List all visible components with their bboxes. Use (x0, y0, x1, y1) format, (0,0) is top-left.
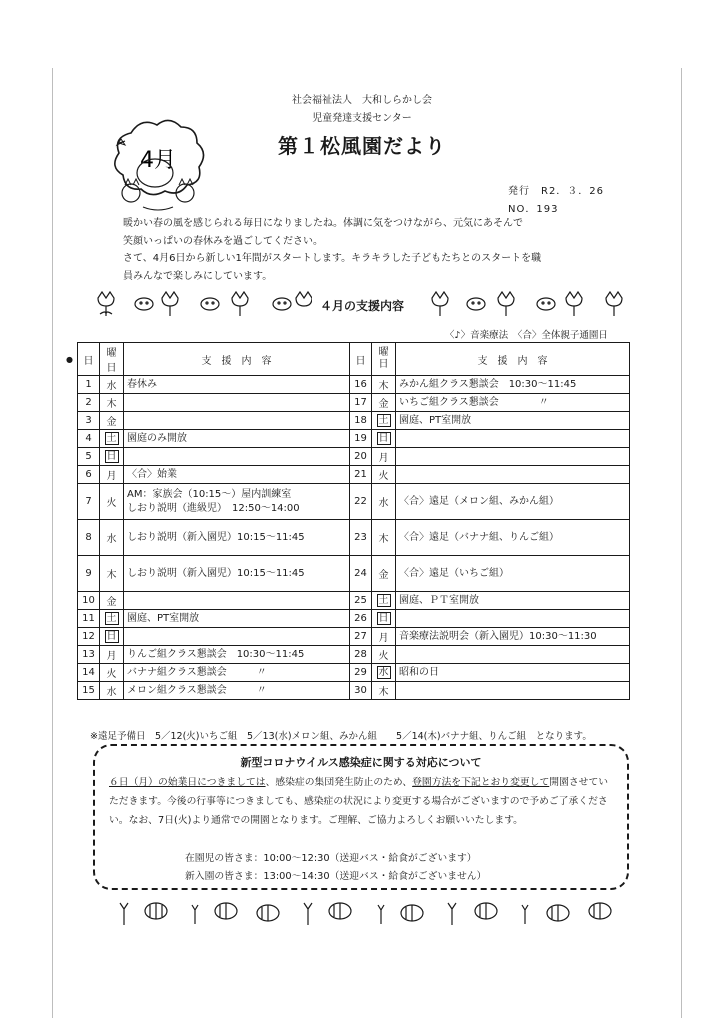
margin-mark: ● (66, 355, 73, 364)
schedule-content (124, 412, 350, 430)
covid-text: 、感染症の集団発生防止のため、 (265, 777, 413, 788)
covid-notice-body (109, 773, 617, 830)
schedule-content (396, 412, 630, 430)
schedule-content (396, 682, 630, 700)
day-number: 12 (78, 628, 100, 646)
weekday-boxed: 土 (106, 613, 117, 624)
schedule-line: 園庭、ＰＴ室開放 (399, 594, 479, 606)
table-row (78, 412, 630, 430)
schedule-content (396, 484, 630, 520)
weekday: 火 (372, 646, 396, 664)
schedule-content (396, 664, 630, 682)
weekday: 月 (372, 448, 396, 466)
day-number: 14 (78, 664, 100, 682)
covid-text-underlined: 登園方法を下記とおり変更して (412, 777, 550, 788)
day-number: 10 (78, 592, 100, 610)
schedule-content (396, 394, 630, 412)
badge-label: 4月 (140, 148, 176, 173)
schedule-line: いちご組クラス懇談会 〃 (399, 396, 549, 408)
day-number: 22 (350, 484, 372, 520)
schedule-content (396, 376, 630, 394)
schedule-content (124, 448, 350, 466)
weekday (100, 430, 124, 448)
weekday: 月 (372, 628, 396, 646)
tulip-decoration-right (426, 288, 646, 320)
weekday: 木 (372, 520, 396, 556)
day-number: 11 (78, 610, 100, 628)
weekday: 水 (100, 682, 124, 700)
weekday-boxed: 土 (378, 415, 389, 426)
schedule-line: 〈合〉遠足（いちご組） (399, 567, 509, 579)
schedule-content (124, 646, 350, 664)
weekday: 月 (100, 646, 124, 664)
day-number: 8 (78, 520, 100, 556)
weekday: 金 (100, 592, 124, 610)
issue-number: NO．193 (508, 204, 559, 215)
schedule-content (124, 628, 350, 646)
weekday: 金 (372, 394, 396, 412)
schedule-content (396, 628, 630, 646)
day-number: 5 (78, 448, 100, 466)
weekday: 火 (100, 664, 124, 682)
table-row (78, 394, 630, 412)
schedule-content (396, 430, 630, 448)
day-number: 7 (78, 484, 100, 520)
day-number: 26 (350, 610, 372, 628)
schedule-line: しおり説明（進級児） 12:50～14:00 (127, 502, 300, 514)
day-number: 2 (78, 394, 100, 412)
schedule-line: りんご組クラス懇談会 10:30～11:45 (127, 648, 305, 660)
day-number: 13 (78, 646, 100, 664)
table-row (78, 556, 630, 592)
schedule-line: バナナ組クラス懇談会 〃 (127, 666, 267, 678)
schedule-content (124, 556, 350, 592)
greeting-line: 員みんなで楽しみにしています。 (123, 271, 273, 282)
day-number: 20 (350, 448, 372, 466)
greeting-paragraph-1 (123, 215, 603, 251)
newsletter-title: 第１松風園だより (278, 134, 446, 158)
schedule-content (396, 592, 630, 610)
schedule-content (124, 520, 350, 556)
schedule-content (396, 610, 630, 628)
weekday: 木 (372, 376, 396, 394)
day-number: 3 (78, 412, 100, 430)
schedule-line: 春休み (127, 378, 157, 390)
schedule-line: 〈合〉始業 (127, 468, 177, 480)
schedule-content (396, 520, 630, 556)
schedule-content (124, 610, 350, 628)
weekday: 金 (100, 412, 124, 430)
table-header-row (78, 343, 630, 376)
covid-notice-title: 新型コロナウイルス感染症に関する対応について (240, 756, 482, 769)
day-number: 21 (350, 466, 372, 484)
schedule-content (124, 394, 350, 412)
day-number: 30 (350, 682, 372, 700)
covid-text: 開園させていただきます。今後の行事等につきましても、感染症の状況により変更する場合がございますので予めご了承ください。なお、7日(火)より通常での開園となります。ご理解、ご協力よろしくお願いいたします。 (109, 777, 609, 826)
schedule-content (124, 682, 350, 700)
table-row (78, 646, 630, 664)
weekday: 水 (372, 484, 396, 520)
weekday (372, 592, 396, 610)
day-number: 17 (350, 394, 372, 412)
schedule-line: みかん組クラス懇談会 10:30～11:45 (399, 378, 577, 390)
weekday (372, 412, 396, 430)
table-row (78, 520, 630, 556)
table-row (78, 376, 630, 394)
table-row (78, 466, 630, 484)
day-number: 29 (350, 664, 372, 682)
weekday: 火 (100, 484, 124, 520)
schedule-content (124, 466, 350, 484)
weekday: 金 (372, 556, 396, 592)
hours-current-students: 在園児の皆さま：10:00～12:30（送迎バス・給食がございます） (185, 853, 477, 864)
greeting-paragraph-2 (123, 250, 603, 286)
covid-text-underlined: ６日（月）の始業日につきましては (109, 777, 266, 788)
weekday (372, 430, 396, 448)
weekday (100, 610, 124, 628)
weekday: 木 (100, 394, 124, 412)
header-content: 支 援 内 容 (396, 343, 630, 376)
weekday (100, 448, 124, 466)
weekday-boxed: 土 (378, 595, 389, 606)
table-row (78, 628, 630, 646)
schedule-line: 〈合〉遠足（バナナ組、りんご組） (399, 531, 559, 543)
day-number: 18 (350, 412, 372, 430)
weekday-boxed: 日 (106, 451, 117, 462)
weekday-boxed: 土 (106, 433, 117, 444)
schedule-heading: ４月の支援内容 (319, 299, 404, 313)
weekday: 木 (372, 682, 396, 700)
day-number: 15 (78, 682, 100, 700)
schedule-line: しおり説明（新入園児）10:15～11:45 (127, 531, 305, 543)
day-number: 28 (350, 646, 372, 664)
schedule-content (124, 484, 350, 520)
header-day: 日 (350, 343, 372, 376)
day-number: 1 (78, 376, 100, 394)
greeting-line: 笑顔いっぱいの春休みを過ごしてください。 (123, 236, 323, 247)
day-number: 19 (350, 430, 372, 448)
header-weekday: 曜日 (100, 343, 124, 376)
table-row (78, 592, 630, 610)
schedule-table (77, 342, 630, 700)
schedule-content (124, 430, 350, 448)
day-number: 9 (78, 556, 100, 592)
schedule-line: 園庭、PT室開放 (127, 612, 200, 624)
schedule-legend: 〈♪〉音楽療法 〈合〉全体親子通園日 (445, 330, 608, 341)
weekday: 火 (372, 466, 396, 484)
day-number: 25 (350, 592, 372, 610)
schedule-line: しおり説明（新入園児）10:15～11:45 (127, 567, 305, 579)
header-content: 支 援 内 容 (124, 343, 350, 376)
weekday (372, 610, 396, 628)
schedule-line: AM：家族会（10:15～）屋内訓練室 (127, 488, 292, 500)
greeting-line: さて、4月6日から新しい1年間がスタートします。キラキラした子どもたちとのスタートを職 (123, 253, 542, 264)
weekday-boxed: 日 (378, 433, 389, 444)
weekday: 木 (100, 556, 124, 592)
table-row (78, 448, 630, 466)
schedule-line: 昭和の日 (399, 666, 439, 678)
schedule-line: メロン組クラス懇談会 〃 (127, 684, 267, 696)
day-number: 23 (350, 520, 372, 556)
organization-name: 社会福祉法人 大和しらかし会 (292, 95, 432, 106)
schedule-line: 音楽療法説明会（新入園児）10:30～11:30 (399, 630, 597, 642)
day-number: 4 (78, 430, 100, 448)
day-number: 16 (350, 376, 372, 394)
april-badge-illustration (103, 115, 213, 215)
excursion-note: ※遠足予備日 5／12(火)いちご組 5／13(水)メロン組、みかん組 5／14(木)バナナ組、りんご組 となります。 (90, 731, 592, 742)
greeting-line: 暖かい春の風を感じられる毎日になりましたね。体調に気をつけながら、元気にあそんで (123, 218, 523, 229)
weekday: 水 (100, 376, 124, 394)
weekday (372, 664, 396, 682)
schedule-line: 園庭、PT室開放 (399, 414, 472, 426)
table-row (78, 610, 630, 628)
table-row (78, 682, 630, 700)
schedule-content (396, 556, 630, 592)
day-number: 24 (350, 556, 372, 592)
hours-new-students: 新入園の皆さま：13:00～14:30（送迎バス・給食がございません） (185, 871, 487, 882)
table-row (78, 430, 630, 448)
weekday-boxed: 日 (106, 631, 117, 642)
weekday: 月 (100, 466, 124, 484)
weekday: 水 (100, 520, 124, 556)
weekday-boxed: 水 (378, 667, 389, 678)
weekday-boxed: 日 (378, 613, 389, 624)
header-weekday: 曜 日 (372, 343, 396, 376)
schedule-line: 〈合〉遠足（メロン組、みかん組） (399, 495, 559, 507)
schedule-content (396, 448, 630, 466)
schedule-content (124, 664, 350, 682)
bee-flower-decoration (108, 893, 628, 933)
schedule-line: 園庭のみ開放 (127, 432, 187, 444)
weekday (100, 628, 124, 646)
table-row (78, 664, 630, 682)
schedule-content (396, 466, 630, 484)
schedule-content (396, 646, 630, 664)
schedule-content (124, 592, 350, 610)
day-number: 27 (350, 628, 372, 646)
schedule-content (124, 376, 350, 394)
day-number: 6 (78, 466, 100, 484)
table-row (78, 484, 630, 520)
issue-date: 発行 R2．３．26 (508, 186, 605, 197)
header-day: 日 (78, 343, 100, 376)
center-name: 児童発達支援センター (312, 113, 412, 124)
